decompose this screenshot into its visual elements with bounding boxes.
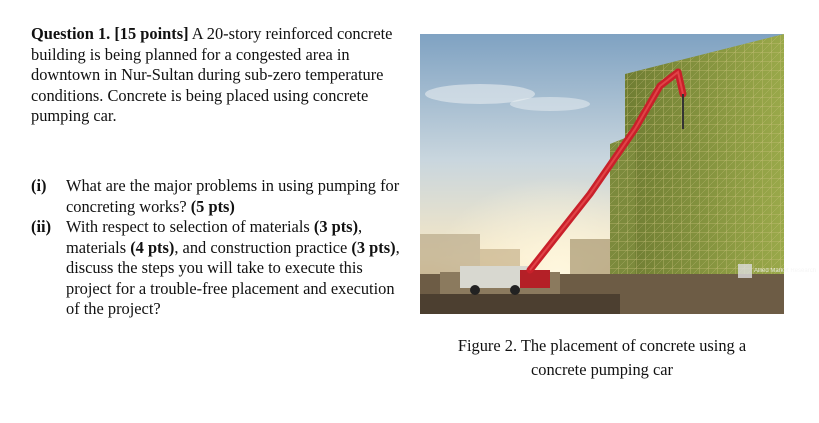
photo-illustration [420, 34, 817, 314]
part-i [31, 176, 401, 217]
watermark-logo: Allied Market Research [754, 268, 817, 274]
part-ii [31, 217, 401, 320]
part-number: (i) [31, 176, 47, 195]
part-ii-points-c: (3 pts) [351, 237, 396, 257]
question-paragraph [31, 24, 401, 127]
part-i-points: (5 pts) [190, 196, 235, 216]
caption-line-1: Figure 2. The placement of concrete using a [457, 336, 747, 355]
question-heading: Question 1. [15 points] [31, 24, 189, 43]
concrete-pump-photo [420, 34, 817, 314]
question-text [31, 24, 401, 127]
question-intro: A 20-story reinforced concrete building is being planned for a congested area in downtown in Nur-Sultan during sub-zero temperature conditions. Concrete is being placed using concrete pumping car. [31, 24, 393, 125]
part-ii-text-a: With respect to selection of materials [66, 217, 310, 236]
figure-caption [420, 334, 784, 382]
part-text [66, 176, 401, 217]
part-ii-text-b: , materials [66, 217, 363, 257]
part-text [66, 217, 401, 320]
caption-line-2: concrete pumping car [531, 360, 673, 379]
part-ii-text-c: , and construction practice [174, 237, 348, 257]
part-number: (ii) [31, 217, 52, 236]
part-ii-points-b: (4 pts) [130, 237, 175, 257]
part-ii-points-a: (3 pts) [313, 217, 359, 236]
question-parts [31, 176, 401, 320]
part-i-text: What are the major problems in using pumping for concreting works? [66, 176, 400, 216]
part-ii-text-d: , discuss the steps you will take to execute this project for a trouble-free placement and execution of the project? [66, 237, 400, 318]
